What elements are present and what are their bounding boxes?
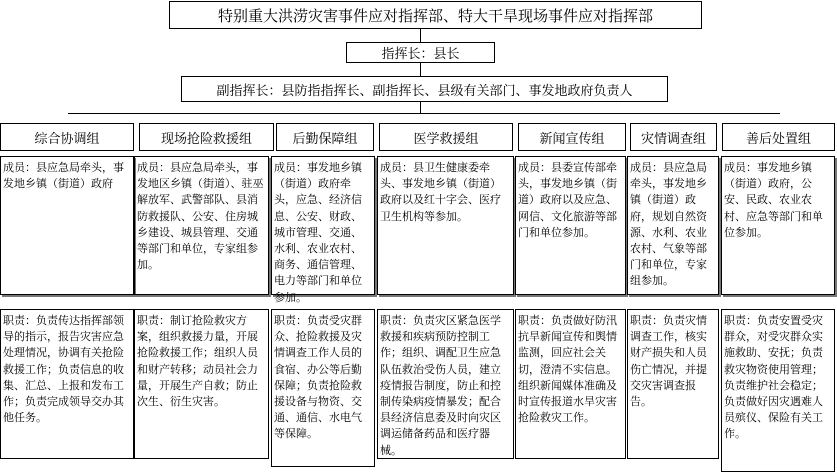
group-duties-medical: 职责：负责灾区紧急医学救援和疾病预防控制工作；组织、调配卫生应急队伍救治受伤人员，建立疫情报告制度，防止和控制传染病疫情暴发；配合县经济信息委及时向灾区调运储备药品和医疗器械。 [377,309,514,459]
deputy-label: 副指挥长：县防指指挥长、副指挥长、县级有关部门、事发地政府负责人 [216,83,633,99]
group-members-aftermath: 成员：事发地乡镇（街道）政府，公安、民政、农业农村、应急等部门和单位参加。 [721,156,835,295]
group-name: 现场抢险救援组 [160,131,252,147]
group-duties-aftermath: 职责：负责安置受灾群众，对受灾群众实施救助、安抚；负责救灾物资使用管理；负责维护社会稳定；负责做好因灾遇难人员殡仪、保险有关工作。 [721,309,835,472]
commander-box [346,42,495,63]
connector-deputy-to-groups [420,102,421,113]
group-members-logistics: 成员：事发地乡镇（街道）政府牵头，应急、经济信息、公安、财政、城市管理、交通、水利、农业农村、商务、通信管理、电力等部门和单位参加。 [271,156,375,295]
group-name: 善后处置组 [745,131,811,147]
group-header-rescue [139,123,274,151]
group-duties-rescue: 职责：制订抢险救灾方案，组织救援力量，开展抢险救援工作；组织人员和财产转移；动员社会力量，开展生产自救；防止次生、衍生灾害。 [134,309,269,459]
group-header-medical [379,123,513,151]
group-name: 灾情调查组 [640,131,706,147]
group-header-news [518,123,626,151]
group-name: 医学救援组 [413,131,479,147]
group-header-disaster-survey [630,123,717,151]
group-duties-coordination: 职责：负责传达指挥部领导的指示，报告灾害应急处理情况，协调有关抢险救援工作；负责信息的收集、汇总、上报和发布工作；负责完成领导交办其他任务。 [0,309,134,459]
group-header-logistics [276,123,374,151]
group-name: 新闻宣传组 [539,131,605,147]
group-duties-logistics: 职责：负责受灾群众、抢险救援及灾情调查工作人员的食宿、办公等后勤保障；负责抢险救援设备与物资、交通、通信、水电气等保障。 [271,309,375,467]
group-distribution-line [68,113,780,114]
group-members-medical: 成员：县卫生健康委牵头、事发地乡镇（街道）政府以及红十字会、医疗卫生机构等参加。 [377,156,514,295]
connector-title-to-commander [420,29,421,42]
deputy-box [181,76,668,102]
group-header-aftermath [722,123,835,151]
command-title-box [169,1,702,29]
commander-label: 指挥长：县长 [381,47,460,62]
command-title: 特别重大洪涝灾害事件应对指挥部、特大干旱现场事件应对指挥部 [217,6,653,25]
group-members-coordination: 成员：县应急局牵头，事发地乡镇（街道）政府 [0,156,134,295]
group-duties-disaster-survey: 职责：负责灾情调查工作，核实财产损失和人员伤亡情况，并提交灾害调查报告。 [627,309,719,459]
connector-commander-to-deputy [420,63,421,76]
group-members-news: 成员：县委宣传部牵头，事发地乡镇（街道）政府以及应急、网信、文化旅游等部门和单位参加。 [515,156,626,295]
group-name: 综合协调组 [34,131,100,147]
group-name: 后勤保障组 [292,131,358,147]
group-header-coordination [0,123,134,151]
group-duties-news: 职责：负责做好防汛抗旱新闻宣传和舆情监测，回应社会关切，澄清不实信息。组织新闻媒体准确及时宣传报道水旱灾害抢险救灾工作。 [515,309,626,459]
group-members-disaster-survey: 成员：县应急局牵头，事发地乡镇（街道）政府，规划自然资源、水利、农业农村、气象等部门和单位，专家组参加。 [627,156,719,295]
group-members-rescue: 成员：县应急局牵头，事发地区乡镇（街道）、驻巫解放军、武警部队、县消防救援队、公安、住房城乡建设、城县管理、交通等部门和单位，专家组参加。 [134,156,269,295]
